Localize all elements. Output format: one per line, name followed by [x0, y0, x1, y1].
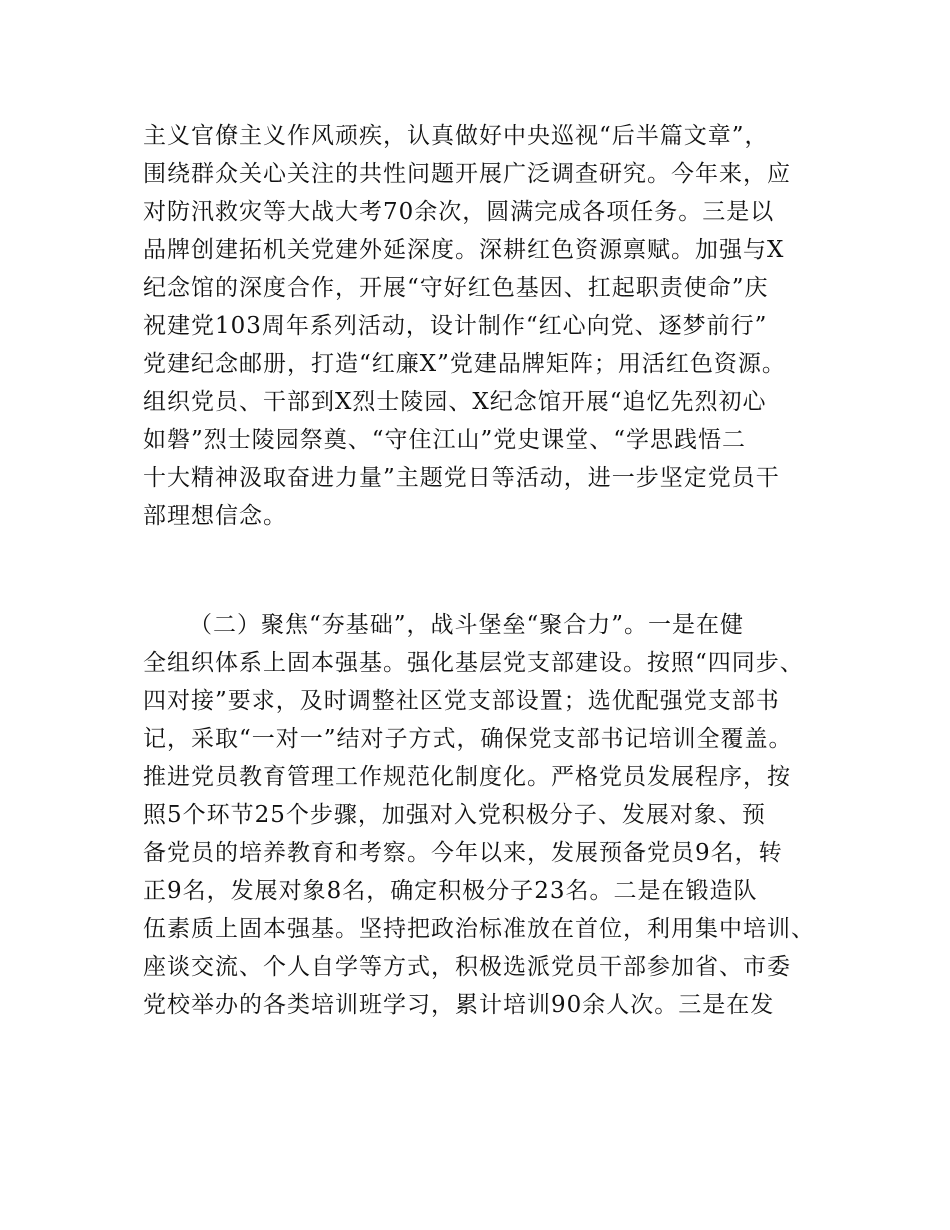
text-line: 伍素质上固本强基。坚持把政治标准放在首位，利用集中培训、	[143, 916, 815, 942]
text-line: 推进党员教育管理工作规范化制度化。严格党员发展程序，按	[143, 764, 791, 790]
text-line-indented: （二）聚焦“夯基础”，战斗堡垒“聚合力”。一是在健	[189, 612, 745, 638]
paragraph-continuation	[143, 117, 833, 535]
text-line: 主义官僚主义作风顽疾，认真做好中央巡视“后半篇文章”，	[143, 123, 769, 149]
text-line: 围绕群众关心关注的共性问题开展广泛调查研究。今年来，应	[143, 161, 791, 187]
text-line: 备党员的培养教育和考察。今年以来，发展预备党员9名，转	[143, 840, 783, 866]
paragraph-section-two	[143, 606, 833, 1024]
text-line: 如磐”烈士陵园祭奠、“守住江山”党史课堂、“学思践悟二	[143, 427, 747, 453]
text-line: 党建纪念邮册，打造“红廉X”党建品牌矩阵；用活红色资源。	[143, 351, 786, 377]
text-line: 党校举办的各类培训班学习，累计培训90余人次。三是在发	[143, 992, 775, 1018]
text-line: 祝建党103周年系列活动，设计制作“红心向党、逐梦前行”	[143, 313, 768, 339]
text-line: 全组织体系上固本强基。强化基层党支部建设。按照“四同步、	[143, 650, 804, 676]
text-line: 品牌创建拓机关党建外延深度。深耕红色资源禀赋。加强与X	[143, 237, 785, 263]
text-line: 十大精神汲取奋进力量”主题党日等活动，进一步坚定党员干	[143, 465, 780, 491]
text-line: 照5个环节25个步骤，加强对入党积极分子、发展对象、预	[143, 802, 766, 828]
text-line: 部理想信念。	[143, 503, 287, 529]
text-line: 记，采取“一对一”结对子方式，确保党支部书记培训全覆盖。	[143, 726, 793, 752]
text-line: 组织党员、干部到X烈士陵园、X纪念馆开展“追忆先烈初心	[143, 389, 767, 415]
text-line: 四对接”要求，及时调整社区党支部设置；选优配强党支部书	[143, 688, 780, 714]
text-line: 正9名，发展对象8名，确定积极分子23名。二是在锻造队	[143, 878, 758, 904]
text-line: 纪念馆的深度合作，开展“守好红色基因、扛起职责使命”庆	[143, 275, 769, 301]
text-line: 座谈交流、个人自学等方式，积极选派党员干部参加省、市委	[143, 954, 791, 980]
text-line: 对防汛救灾等大战大考70余次，圆满完成各项任务。三是以	[143, 199, 775, 225]
